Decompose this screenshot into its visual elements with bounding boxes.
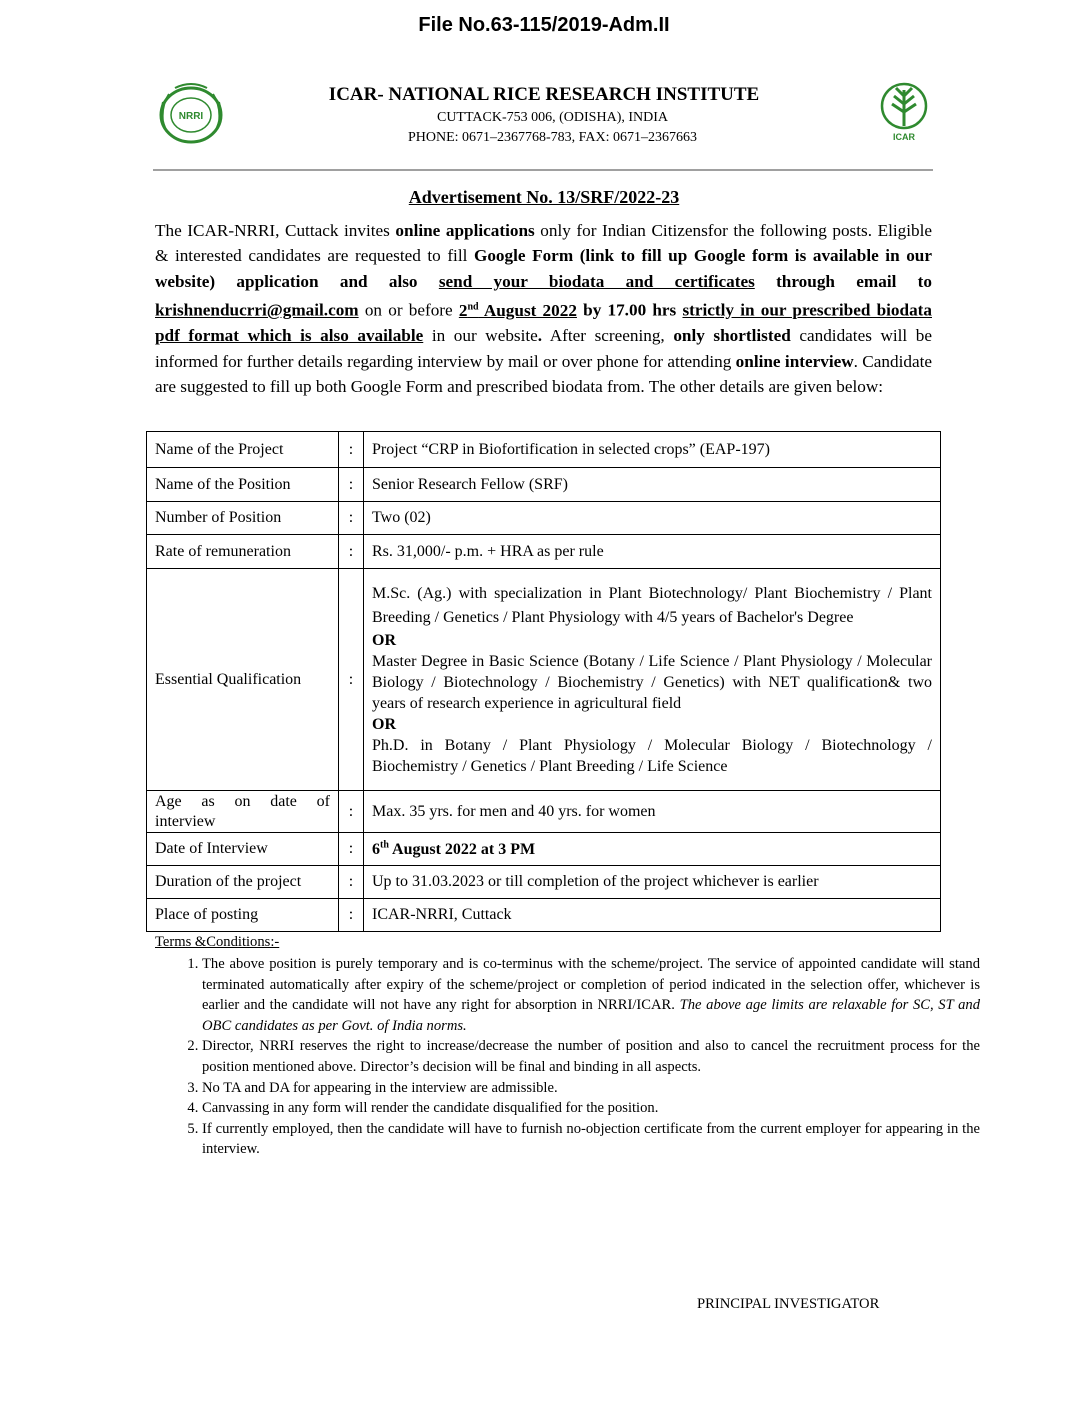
place-value: ICAR-NRRI, Cuttack <box>364 899 941 932</box>
svg-text:NRRI: NRRI <box>178 111 204 122</box>
svg-text:ICAR: ICAR <box>893 132 915 142</box>
table-row: Age as on date of interview : Max. 35 yrs. for men and 40 yrs. for women <box>147 791 941 833</box>
interview-value: 6th August 2022 at 3 PM <box>364 833 941 866</box>
table-row: Name of the Project : Project “CRP in Biofortification in selected crops” (EAP-197) <box>147 432 941 468</box>
rate-label: Rate of remuneration <box>147 535 339 569</box>
qualification-value: M.Sc. (Ag.) with specialization in Plant Biotechnology/ Plant Biochemistry / Plant Breeding / Genetics / Plant Physiology with 4/5 years of Bachelor's Degree OR Master Degree in Basic Science (Botany / Life Science / Plant Physiology / Molecular Biology / Biotechnology / Biochemistry / Genetics) with NET qualification& two years of research experience in agricultural field OR Ph.D. in Botany / Plant Physiology / Molecular Biology / Biotechnology / Biochemistry / Genetics / Plant Breeding / Life Science <box>364 569 941 791</box>
header-divider <box>153 169 933 171</box>
table-row: Rate of remuneration : Rs. 31,000/- p.m. + HRA as per rule <box>147 535 941 569</box>
number-value: Two (02) <box>364 502 941 535</box>
duration-label: Duration of the project <box>147 866 339 899</box>
list-item: 2. Director, NRRI reserves the right to increase/decrease the number of position and also to cancel the recruitment process for the position mentioned above. Director’s decision will be final and binding in all aspects. <box>202 1036 980 1077</box>
list-item: 4. Canvassing in any form will render the candidate disqualified for the position. <box>202 1098 980 1119</box>
table-row: Name of the Position : Senior Research Fellow (SRF) <box>147 468 941 502</box>
position-label: Name of the Position <box>147 468 339 502</box>
deadline-date: 2nd August 2022 <box>458 300 577 320</box>
age-value: Max. 35 yrs. for men and 40 yrs. for women <box>364 791 941 833</box>
institute-name: ICAR- NATIONAL RICE RESEARCH INSTITUTE <box>328 84 760 105</box>
institute-phone: PHONE: 0671–2367768-783, FAX: 0671–2367663 <box>407 130 698 145</box>
project-label: Name of the Project <box>147 432 339 468</box>
rate-value: Rs. 31,000/- p.m. + HRA as per rule <box>364 535 941 569</box>
institute-address: CUTTACK-753 006, (ODISHA), INDIA <box>436 110 669 125</box>
email-link[interactable]: krishnenducrri@gmail.com <box>155 300 359 320</box>
table-row: Place of posting : ICAR-NRRI, Cuttack <box>147 899 941 932</box>
duration-value: Up to 31.03.2023 or till completion of the project whichever is earlier <box>364 866 941 899</box>
list-item: 3. No TA and DA for appearing in the interview are admissible. <box>202 1078 980 1099</box>
biodata-instruction: send your biodata and certificates <box>438 271 755 291</box>
project-value: Project “CRP in Biofortification in selected crops” (EAP-197) <box>364 432 941 468</box>
list-item: 5. If currently employed, then the candidate will have to furnish no-objection certificate from the current employer for appearing in the interview. <box>202 1119 980 1160</box>
file-number: File No.63-115/2019-Adm.II <box>418 14 670 36</box>
table-row: Date of Interview : 6th August 2022 at 3 PM <box>147 833 941 866</box>
table-row: Essential Qualification : M.Sc. (Ag.) with specialization in Plant Biotechnology/ Plant Biochemistry / Plant Breeding / Genetics / Plant Physiology with 4/5 years of Bachelor's Degree OR Master Degree in Basic Science (Botany / Life Science / Plant Physiology / Molecular Biology / Biotechnology / Biochemistry / Genetics) with NET qualification& two years of research experience in agricultural field OR Ph.D. in Botany / Plant Physiology / Molecular Biology / Biotechnology / Biochemistry / Genetics / Plant Breeding / Life Science <box>147 569 941 791</box>
list-item: 1. The above position is purely temporary and is co-terminus with the scheme/project. The service of appointed candidate will stand terminated automatically after expiry of the scheme/project or completion of period indicated in the selection offer, whichever is earlier and the candidate will not have any right for absorption in NRRI/ICAR. The above age limits are relaxable for SC, ST and OBC candidates as per Govt. of India norms. <box>202 954 980 1036</box>
position-details-table <box>146 431 941 932</box>
signatory: PRINCIPAL INVESTIGATOR <box>697 1296 880 1312</box>
intro-paragraph: The ICAR-NRRI, Cuttack invites online applications only for Indian Citizensfor the following posts. Eligible & interested candidates are requested to fill Google Form (link to fill up Google form is available in our website) application and also send your biodata and certificates through email to krishnenducrri@gmail.com on or before 2nd August 2022 by 17.00 hrs strictly in our prescribed biodata pdf format which is also available in our website. After screening, only shortlisted candidates will be informed for further details regarding interview by mail or over phone for attending online interview. Candidate are suggested to fill up both Google Form and prescribed biodata from. The other details are given below: <box>155 221 933 397</box>
terms-heading: Terms &Conditions:- <box>155 934 280 950</box>
qualification-label: Essential Qualification <box>147 569 339 791</box>
age-label: Age as on date of interview <box>147 791 339 833</box>
place-label: Place of posting <box>147 899 339 932</box>
number-label: Number of Position <box>147 502 339 535</box>
table-row: Duration of the project : Up to 31.03.2023 or till completion of the project whichever is earlier <box>147 866 941 899</box>
table-row: Number of Position : Two (02) <box>147 502 941 535</box>
position-value: Senior Research Fellow (SRF) <box>364 468 941 502</box>
terms-list <box>155 954 980 1160</box>
advertisement-title: Advertisement No. 13/SRF/2022-23 <box>408 187 680 207</box>
interview-label: Date of Interview <box>147 833 339 866</box>
